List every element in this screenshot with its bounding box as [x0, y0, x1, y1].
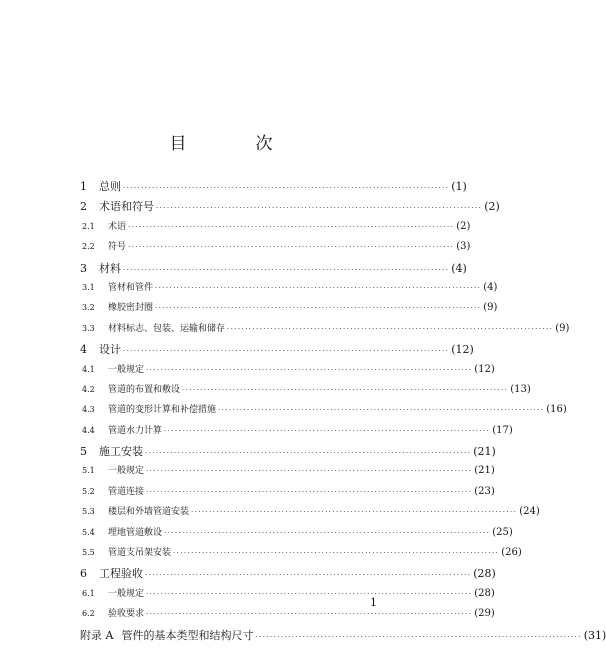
- toc-entry-title: 验收要求: [108, 609, 145, 620]
- toc-entry-number: 4.3: [82, 405, 95, 415]
- toc-entry-page: (29): [474, 608, 495, 620]
- toc-entry: [80, 178, 467, 198]
- toc-entry-number: 2.1: [82, 221, 95, 231]
- toc-entry-title: 术语: [108, 221, 127, 232]
- page-title: 目 次: [169, 134, 299, 154]
- toc-entry-title: 施工安装: [99, 445, 143, 459]
- toc-entry-title: 符号: [108, 242, 127, 253]
- toc-entry: [80, 525, 513, 545]
- toc-entry: [80, 219, 471, 239]
- toc-entry: [80, 402, 567, 422]
- toc-entry-title: 一般规定: [108, 588, 145, 599]
- leader-dots: ··························································································: [182, 385, 509, 394]
- toc-entry-number: 附录 A: [80, 628, 114, 642]
- toc-entry-number: 5.4: [82, 527, 95, 537]
- toc-entry-page: (9): [483, 302, 498, 314]
- toc-entry: [80, 545, 522, 565]
- leader-dots: ··························································································: [123, 184, 450, 192]
- toc-entry-page: (9): [555, 322, 570, 334]
- leader-dots: ··························································································: [164, 426, 491, 435]
- toc-entry-title: 管材和管件: [108, 282, 154, 293]
- toc-entry: [80, 239, 471, 259]
- toc-entry-title: 工程验收: [99, 567, 143, 581]
- toc-entry-page: (23): [474, 485, 495, 497]
- leader-dots: ··························································································: [145, 571, 472, 580]
- leader-dots: ··························································································: [123, 347, 450, 356]
- toc-entry-page: (16): [546, 404, 567, 416]
- toc-entry-page: (21): [473, 445, 496, 459]
- toc-entry-number: 2: [80, 200, 87, 214]
- leader-dots: ··························································································: [155, 304, 482, 313]
- table-of-contents: [80, 178, 606, 647]
- toc-entry: [80, 382, 531, 402]
- toc-entry-number: 3: [80, 261, 87, 275]
- toc-entry-title: 设计: [99, 343, 121, 357]
- toc-entry-number: 4: [80, 343, 87, 357]
- toc-entry-title: 总则: [99, 180, 121, 193]
- toc-entry: [80, 484, 495, 504]
- leader-dots: ··························································································: [164, 528, 491, 537]
- toc-entry: [80, 300, 498, 320]
- toc-entry: [80, 606, 495, 626]
- leader-dots: ··························································································: [123, 265, 450, 274]
- toc-entry-number: 6.1: [82, 588, 95, 598]
- leader-dots: ··························································································: [128, 243, 455, 252]
- toc-entry: [80, 321, 570, 341]
- leader-dots: ··························································································: [146, 487, 473, 496]
- toc-entry-title: 管道的变形计算和补偿措施: [108, 405, 217, 416]
- toc-entry: [80, 586, 495, 606]
- toc-entry-title: 楼层和外墙管道安装: [108, 507, 190, 518]
- leader-dots: ··························································································: [227, 324, 554, 333]
- toc-entry-title: 埋地管道敷设: [108, 527, 163, 538]
- toc-entry: [80, 504, 540, 524]
- page-number: 1: [370, 596, 377, 609]
- toc-entry-page: (31): [583, 628, 606, 642]
- toc-entry-number: 4.1: [82, 364, 95, 374]
- leader-dots: ··························································································: [146, 365, 473, 374]
- toc-entry-number: 4.2: [82, 384, 95, 394]
- toc-entry-number: 4.4: [82, 425, 95, 435]
- toc-entry: [80, 565, 496, 585]
- leader-dots: ··························································································: [146, 610, 473, 619]
- leader-dots: ··························································································: [156, 204, 483, 213]
- toc-entry-page: (3): [456, 241, 471, 253]
- toc-entry-number: 5: [80, 445, 87, 459]
- toc-entry: [80, 362, 495, 382]
- toc-entry-number: 1: [80, 180, 87, 193]
- toc-entry-number: 5.5: [82, 548, 95, 558]
- toc-entry: [80, 260, 467, 280]
- leader-dots: ··························································································: [128, 222, 455, 231]
- toc-entry-title: 材料标志、包装、运输和储存: [108, 323, 226, 334]
- toc-entry: [80, 627, 606, 647]
- toc-entry-title: 材料: [99, 261, 121, 275]
- leader-dots: ··························································································: [146, 467, 473, 476]
- toc-entry-number: 2.2: [82, 242, 95, 252]
- leader-dots: ··························································································: [191, 508, 518, 517]
- toc-entry-number: 5.3: [82, 507, 95, 517]
- leader-dots: ··························································································: [255, 632, 582, 641]
- leader-dots: ··························································································: [155, 283, 482, 292]
- toc-entry-title: 管道的布置和敷设: [108, 384, 181, 395]
- toc-entry-page: (26): [501, 547, 522, 559]
- leader-dots: ··························································································: [145, 449, 472, 458]
- toc-entry-page: (28): [473, 567, 496, 581]
- toc-entry-title: 术语和符号: [99, 200, 154, 214]
- toc-entry: [80, 443, 496, 463]
- toc-entry-title: 一般规定: [108, 466, 145, 477]
- toc-entry-number: 6: [80, 567, 87, 581]
- toc-entry: [80, 280, 498, 300]
- toc-entry-page: (28): [474, 587, 495, 599]
- toc-entry-page: (1): [451, 180, 467, 193]
- leader-dots: ··························································································: [218, 406, 545, 415]
- toc-entry-number: 3.2: [82, 303, 95, 313]
- toc-entry-number: 5.1: [82, 466, 95, 476]
- toc-entry-number: 5.2: [82, 486, 95, 496]
- toc-entry-title: 管道支吊架安装: [108, 548, 172, 559]
- toc-entry-page: (24): [519, 506, 540, 518]
- toc-entry-title: 管道连接: [108, 486, 145, 497]
- toc-entry-number: 6.2: [82, 609, 95, 619]
- toc-entry-page: (2): [484, 200, 500, 214]
- toc-entry-page: (4): [451, 261, 467, 275]
- toc-entry: [80, 341, 474, 361]
- leader-dots: ··························································································: [173, 549, 500, 558]
- toc-entry-number: 3.3: [82, 323, 95, 333]
- toc-entry: [80, 463, 495, 483]
- toc-entry-page: (21): [474, 465, 495, 477]
- toc-entry: [80, 423, 513, 443]
- leader-dots: ··························································································: [146, 589, 473, 598]
- toc-entry-number: 3.1: [82, 282, 95, 292]
- toc-entry-page: (2): [456, 220, 471, 232]
- toc-entry: [80, 198, 500, 218]
- toc-entry-page: (25): [492, 526, 513, 538]
- toc-entry-page: (12): [474, 363, 495, 375]
- toc-entry-page: (17): [492, 424, 513, 436]
- toc-entry-page: (13): [510, 383, 531, 395]
- toc-entry-title: 管道水力计算: [108, 425, 163, 436]
- toc-entry-page: (12): [451, 343, 474, 357]
- toc-entry-title: 一般规定: [108, 364, 145, 375]
- toc-entry-page: (4): [483, 281, 498, 293]
- toc-entry-title: 管件的基本类型和结构尺寸: [121, 628, 254, 642]
- toc-entry-title: 橡胶密封圈: [108, 303, 154, 314]
